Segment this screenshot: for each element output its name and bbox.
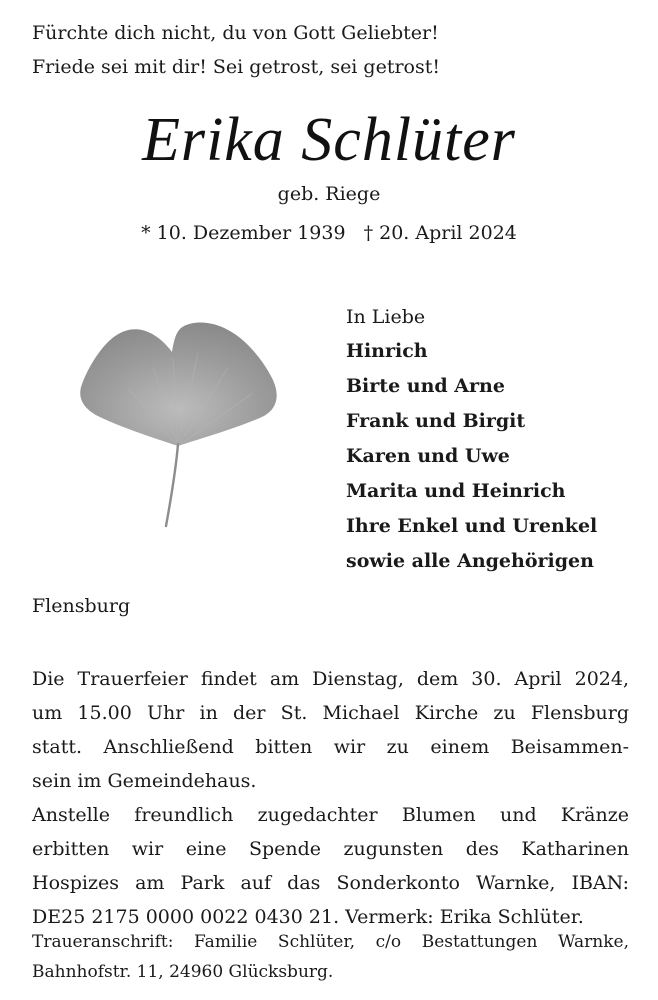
mourner-name: Frank und Birgit [346, 410, 526, 432]
mourner-name: sowie alle Angehörigen [346, 550, 594, 572]
mourners-intro: In Liebe [346, 306, 426, 328]
donation-info [32, 798, 629, 934]
verse-line-1: Fürchte dich nicht, du von Gott Geliebter! [32, 22, 439, 44]
verse-line-2: Friede sei mit dir! Sei getrost, sei getrost! [32, 56, 441, 78]
maiden-name: geb. Riege [277, 183, 381, 205]
ginkgo-leaf-blade [80, 323, 276, 446]
funeral-line: statt. Anschließend bitten wir zu einem Beisammen- [32, 736, 629, 758]
donation-line: Anstelle freundlich zugedachter Blumen und Kränze [32, 804, 629, 826]
funeral-line: sein im Gemeindehaus. [32, 770, 257, 792]
death-date: † 20. April 2024 [363, 222, 517, 244]
mourner-name: Marita und Heinrich [346, 480, 566, 502]
mourner-name: Hinrich [346, 340, 428, 362]
funeral-info [32, 662, 629, 798]
mourner-name: Ihre Enkel und Urenkel [346, 515, 598, 537]
ginkgo-leaf-icon [68, 318, 288, 533]
deceased-name: Erika Schlüter [142, 106, 516, 174]
birth-date: * 10. Dezember 1939 [141, 222, 346, 244]
funeral-line: Die Trauerfeier findet am Dienstag, dem 30. April 2024, [32, 668, 629, 690]
mourner-name: Karen und Uwe [346, 445, 510, 467]
donation-line: DE25 2175 0000 0022 0430 21. Vermerk: Erika Schlüter. [32, 906, 584, 928]
mourning-address [32, 927, 629, 987]
address-line: Bahnhofstr. 11, 24960 Glücksburg. [32, 962, 334, 982]
ginkgo-leaf-stem [166, 444, 178, 526]
mourner-name: Birte und Arne [346, 375, 505, 397]
address-line: Traueranschrift: Familie Schlüter, c/o Bestattungen Warnke, [32, 932, 629, 952]
life-dates [0, 220, 658, 246]
bible-verse [32, 16, 440, 84]
mourners-list [346, 300, 597, 579]
donation-line: erbitten wir eine Spende zugunsten des Katharinen [32, 838, 629, 860]
funeral-line: um 15.00 Uhr in der St. Michael Kirche zu Flensburg [32, 702, 629, 724]
place-name: Flensburg [32, 595, 131, 617]
donation-line: Hospizes am Park auf das Sonderkonto Warnke, IBAN: [32, 872, 629, 894]
